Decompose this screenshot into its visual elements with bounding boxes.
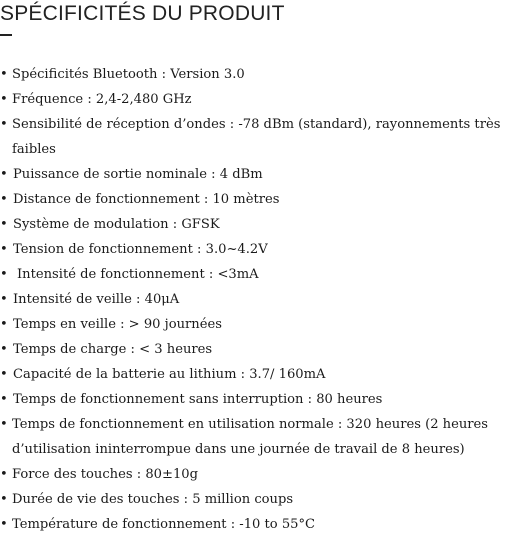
spec-item-voltage [0, 237, 516, 262]
spec-text: Temps en veille : > 90 journées [13, 317, 222, 332]
spec-text: Capacité de la batterie au lithium : 3.7/ 160mA [13, 367, 326, 382]
spec-item-normal-use [0, 412, 516, 462]
spec-text: Système de modulation : GFSK [13, 217, 220, 232]
bullet-icon: • [0, 167, 8, 182]
spec-text: Temps de charge : < 3 heures [13, 342, 213, 357]
bullet-icon: • [0, 492, 8, 507]
bullet-icon: • [0, 267, 8, 282]
spec-item-key-lifespan [0, 487, 516, 512]
section-title: SPÉCIFICITÉS DU PRODUIT [0, 2, 285, 25]
spec-item-current [0, 262, 516, 287]
spec-item-key-force [0, 462, 516, 487]
spec-text: Distance de fonctionnement : 10 mètres [13, 192, 280, 207]
bullet-icon: • [0, 392, 8, 407]
spec-item-frequency [0, 87, 516, 112]
spec-item-battery-capacity [0, 362, 516, 387]
bullet-icon: • [0, 367, 8, 382]
bullet-icon: • [0, 517, 8, 532]
bullet-icon: • [0, 417, 8, 432]
spec-text: Durée de vie des touches : 5 million coups [12, 492, 294, 507]
title-underline-divider [0, 34, 12, 36]
bullet-icon: • [0, 242, 8, 257]
spec-text: Force des touches : 80±10g [12, 467, 198, 482]
bullet-icon: • [0, 117, 8, 132]
spec-item-continuous-use [0, 387, 516, 412]
spec-item-operating-temperature [0, 512, 516, 537]
spec-item-modulation [0, 212, 516, 237]
bullet-icon: • [0, 217, 8, 232]
bullet-icon: • [0, 92, 8, 107]
spec-list [0, 62, 516, 537]
spec-text: Fréquence : 2,4-2,480 GHz [12, 92, 192, 107]
spec-item-distance [0, 187, 516, 212]
bullet-icon: • [0, 342, 8, 357]
spec-text: Temps de fonctionnement sans interruption : 80 heures [13, 392, 383, 407]
spec-text: Intensité de veille : 40μA [13, 292, 180, 307]
bullet-icon: • [0, 317, 8, 332]
spec-item-standby-time [0, 312, 516, 337]
spec-text: Intensité de fonctionnement : <3mA [17, 267, 259, 282]
spec-item-charge-time [0, 337, 516, 362]
spec-item-output-power [0, 162, 516, 187]
spec-text: Spécificités Bluetooth : Version 3.0 [12, 67, 245, 82]
spec-text: Température de fonctionnement : -10 to 55°C [12, 517, 316, 532]
spec-item-bluetooth [0, 62, 516, 87]
bullet-icon: • [0, 192, 8, 207]
spec-text: Temps de fonctionnement en utilisation normale : 320 heures (2 heures d’utilisation ininterrompue dans une journée de travail de 8 heures) [12, 417, 489, 457]
spec-text: Puissance de sortie nominale : 4 dBm [13, 167, 263, 182]
bullet-icon: • [0, 292, 8, 307]
spec-item-sensitivity [0, 112, 516, 162]
bullet-icon: • [0, 67, 8, 82]
spec-item-standby-current [0, 287, 516, 312]
bullet-icon: • [0, 467, 8, 482]
spec-text: Sensibilité de réception d’ondes : -78 dBm (standard), rayonnements très faibles [12, 117, 501, 157]
spec-text: Tension de fonctionnement : 3.0~4.2V [13, 242, 268, 257]
